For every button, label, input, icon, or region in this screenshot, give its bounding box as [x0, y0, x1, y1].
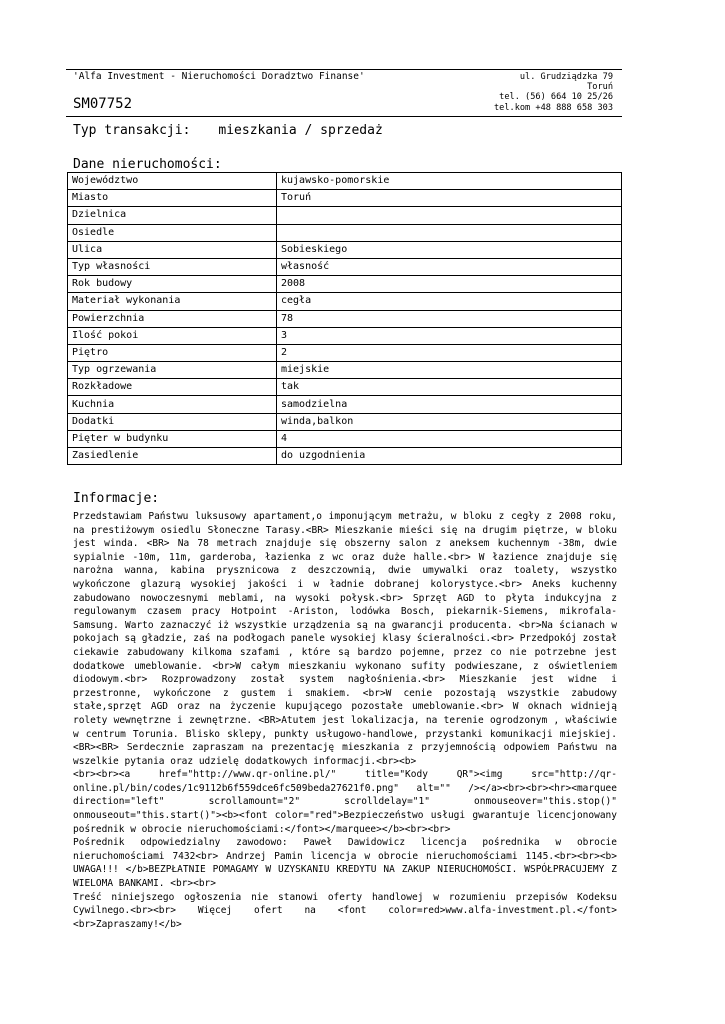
property-row [68, 362, 622, 379]
header-bottom-rule [66, 116, 622, 117]
property-row [68, 241, 622, 258]
address-street: ul. Grudziądzka 79 [519, 72, 613, 82]
property-value: 4 [277, 430, 622, 447]
property-value [277, 224, 622, 241]
info-section-title: Informacje: [73, 491, 160, 506]
property-value: własność [277, 258, 622, 275]
transaction-type [73, 123, 383, 138]
property-row [68, 430, 622, 447]
property-row [68, 258, 622, 275]
property-value: winda,balkon [277, 413, 622, 430]
property-label: Osiedle [68, 224, 277, 241]
listing-reference: SM07752 [73, 96, 133, 112]
property-value: 78 [277, 310, 622, 327]
property-label: Materiał wykonania [68, 293, 277, 310]
property-label: Zasiedlenie [68, 448, 277, 465]
property-row [68, 448, 622, 465]
property-label: Województwo [68, 173, 277, 190]
header-top-rule [66, 69, 622, 70]
property-row [68, 293, 622, 310]
property-label: Piętro [68, 344, 277, 361]
property-value: cegła [277, 293, 622, 310]
transaction-value: mieszkania / sprzedaż [218, 123, 383, 138]
company-address [494, 72, 613, 113]
property-row [68, 173, 622, 190]
property-label: Ilość pokoi [68, 327, 277, 344]
property-row [68, 224, 622, 241]
property-section-title: Dane nieruchomości: [73, 157, 222, 172]
address-mobile: tel.kom +48 888 658 303 [494, 102, 613, 113]
property-value: tak [277, 379, 622, 396]
property-row [68, 344, 622, 361]
property-row [68, 413, 622, 430]
property-row [68, 190, 622, 207]
property-value: kujawsko-pomorskie [277, 173, 622, 190]
property-table [67, 172, 622, 465]
property-value: samodzielna [277, 396, 622, 413]
property-label: Dodatki [68, 413, 277, 430]
property-row [68, 276, 622, 293]
property-label: Miasto [68, 190, 277, 207]
property-value: 3 [277, 327, 622, 344]
description-paragraph: Treść niniejszego ogłoszenia nie stanowi oferty handlowej w rozumieniu przepisów Kodeksu Cywilnego.<br><br> Więcej ofert na <font color=red>www.alfa-investment.pl.</font><br>Zapraszamy!</b> [73, 891, 617, 930]
property-label: Dzielnica [68, 207, 277, 224]
description-paragraph: <br><br><a href="http://www.qr-online.pl/" title="Kody QR"><img src="http://qr-online.pl/bin/codes/1c9112b6f559dce6fc509beda27621f0.png" alt="" /></a><br><br><hr><marquee direction="left" scrollamount="2" scrolldelay="1" onmouseover="this.stop()" onmouseout="this.start()"><b><font color="red">Bezpieczeństwo usługi gwarantuje licencjonowany pośrednik w obrocie nieruchomościami:</font></marquee></b><br><br> [73, 769, 617, 835]
property-value: miejskie [277, 362, 622, 379]
address-city: Toruń [587, 82, 613, 93]
property-label: Rozkładowe [68, 379, 277, 396]
property-value [277, 207, 622, 224]
property-value: Toruń [277, 190, 622, 207]
property-value: do uzgodnienia [277, 448, 622, 465]
property-label: Pięter w budynku [68, 430, 277, 447]
property-row [68, 327, 622, 344]
property-row [68, 379, 622, 396]
property-label: Kuchnia [68, 396, 277, 413]
property-row [68, 310, 622, 327]
description-paragraph: Pośrednik odpowiedzialny zawodowo: Paweł Dawidowicz licencja pośrednika w obrocie nieruchomościami 7432<br> Andrzej Pamin licencja w obrocie nieruchomościami 1145.<br><br><b> UWAGA!!! </b>BEZPŁATNIE POMAGAMY W UZYSKANIU KREDYTU NA ZAKUP NIERUCHOMOŚCI. WSPÓŁPRACUJEMY Z WIELOMA BANKAMI. <br><br> [73, 837, 617, 890]
property-label: Rok budowy [68, 276, 277, 293]
property-value: 2 [277, 344, 622, 361]
property-label: Powierzchnia [68, 310, 277, 327]
property-label: Typ własności [68, 258, 277, 275]
property-row [68, 396, 622, 413]
description-paragraph: Przedstawiam Państwu luksusowy apartament,o imponującym metrażu, w bloku z cegły z 2008 roku, na prestiżowym osiedlu Słoneczne Tarasy.<BR> Mieszkanie mieści się na drugim piętrze, w bloku jest winda. <BR> Na 78 metrach znajduje się obszerny salon z aneksem kuchennym -38m, dwie sypialnie -10m, 11m, garderoba, łazienka z wc oraz duże halle.<br> W łazience znajduje się narożna wanna, kabina prysznicowa z deszczownią, dwie umywalki oraz toalety, wszystko wykończone glazurą wysokiej jakości i w ładnie dobranej kolorystyce.<br> Aneks kuchenny zabudowano nowoczesnymi meblami, na wysoki połysk.<br> Sprzęt AGD to płyta indukcyjna z regulowanym czasem pracy Hotpoint -Ariston, lodówka Bosch, piekarnik-Siemens, mikrofala-Samsung. Warto zaznaczyć iż wszystkie urządzenia są na gwarancji producenta. <br>Na ścianach w pokojach są gładzie, zaś na podłogach panele wysokiej klasy ścieralności.<br> Przedpokój został ciekawie zabudowany kilkoma szafami , które są bardzo pojemne, przez co nie potrzebne jest dodatkowe umeblowanie. <br>W całym mieszkaniu wykonano sufity podwieszane, z oświetleniem diodowym.<br> Rozprowadzony został system nagłośnienia.<br> Mieszkanie jest widne i przestronne, wykończone z gustem i smakiem. <br>W cenie pozostają wszystkie zabudowy stałe,sprzęt AGD oraz na życzenie kupującego pozostałe umeblowanie.<br> W oknach widnieją rolety wewnętrzne i zewnętrzne. <BR>Atutem jest lokalizacja, na terenie ogrodzonym , właściwie w centrum Torunia. Blisko sklepy, punkty usługowo-handlowe, przystanki komunikacji miejskiej.<BR><BR> Serdecznie zapraszam na prezentację mieszkania z przyjemnością odpowiem Państwu na wszelkie pytania oraz udzielę dodatkowych informacji.<br><b> [73, 511, 617, 767]
description [73, 510, 617, 931]
property-value: 2008 [277, 276, 622, 293]
property-row [68, 207, 622, 224]
property-label: Typ ogrzewania [68, 362, 277, 379]
transaction-label: Typ transakcji: [73, 123, 191, 138]
property-value: Sobieskiego [277, 241, 622, 258]
company-name: 'Alfa Investment - Nieruchomości Doradztwo Finanse' [73, 71, 365, 82]
property-label: Ulica [68, 241, 277, 258]
address-phone: tel. (56) 664 10 25/26 [499, 92, 613, 103]
